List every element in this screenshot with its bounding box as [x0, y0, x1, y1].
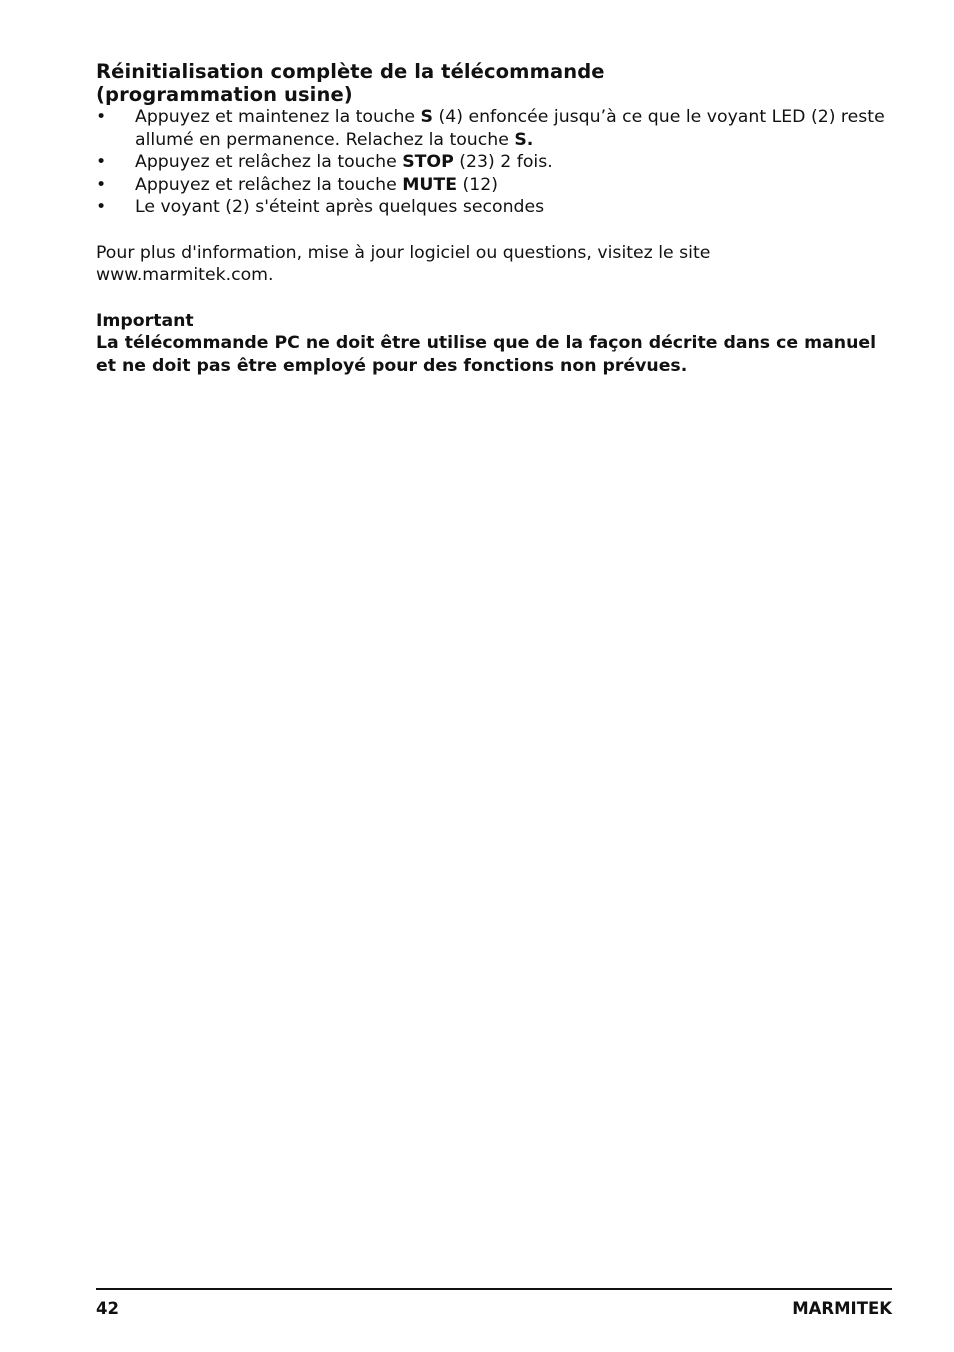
step-text: (23) 2 fois.	[453, 152, 553, 172]
important-notice	[96, 310, 892, 378]
step-text: (12)	[457, 174, 498, 195]
website-link[interactable]: www.marmitek.com.	[96, 265, 274, 285]
key-label: STOP	[402, 152, 454, 172]
page-number: 42	[96, 1299, 119, 1318]
section-title	[96, 60, 892, 106]
page-footer	[96, 1298, 892, 1320]
brand-name: MARMITEK	[792, 1299, 892, 1318]
important-text: La télécommande PC ne doit être utilise que de la façon décrite dans ce manuel et ne doit pas être employé pour des fonctions non prévues.	[96, 333, 877, 376]
section-title-line1: Réinitialisation complète de la télécommande	[96, 60, 605, 83]
step-text: Appuyez et relâchez la touche	[135, 174, 403, 195]
list-item	[96, 106, 892, 151]
info-text: Pour plus d'information, mise à jour logiciel ou questions, visitez le site	[96, 242, 711, 263]
list-item	[96, 174, 892, 197]
step-text: (4) enfoncée jusqu’à ce que le voyant LED (2) reste allumé en permanence. Relachez la touche	[135, 107, 885, 150]
bullet-icon: •	[96, 152, 107, 172]
step-text: Appuyez et relâchez la touche	[135, 152, 403, 172]
key-label: S	[420, 107, 433, 127]
key-label: MUTE	[402, 174, 458, 195]
info-paragraph	[96, 242, 892, 287]
list-item	[96, 151, 892, 174]
bullet-icon: •	[96, 197, 107, 217]
reset-steps-list	[96, 106, 892, 219]
key-label: S.	[514, 129, 534, 150]
section-title-line2: (programmation usine)	[96, 83, 353, 106]
footer-divider	[96, 1288, 892, 1290]
list-item	[96, 196, 892, 219]
step-text: Le voyant (2) s'éteint après quelques secondes	[135, 197, 545, 217]
bullet-icon: •	[96, 174, 107, 195]
page-content	[96, 60, 892, 377]
important-heading: Important	[96, 310, 194, 331]
bullet-icon: •	[96, 107, 107, 127]
step-text: Appuyez et maintenez la touche	[135, 107, 421, 127]
